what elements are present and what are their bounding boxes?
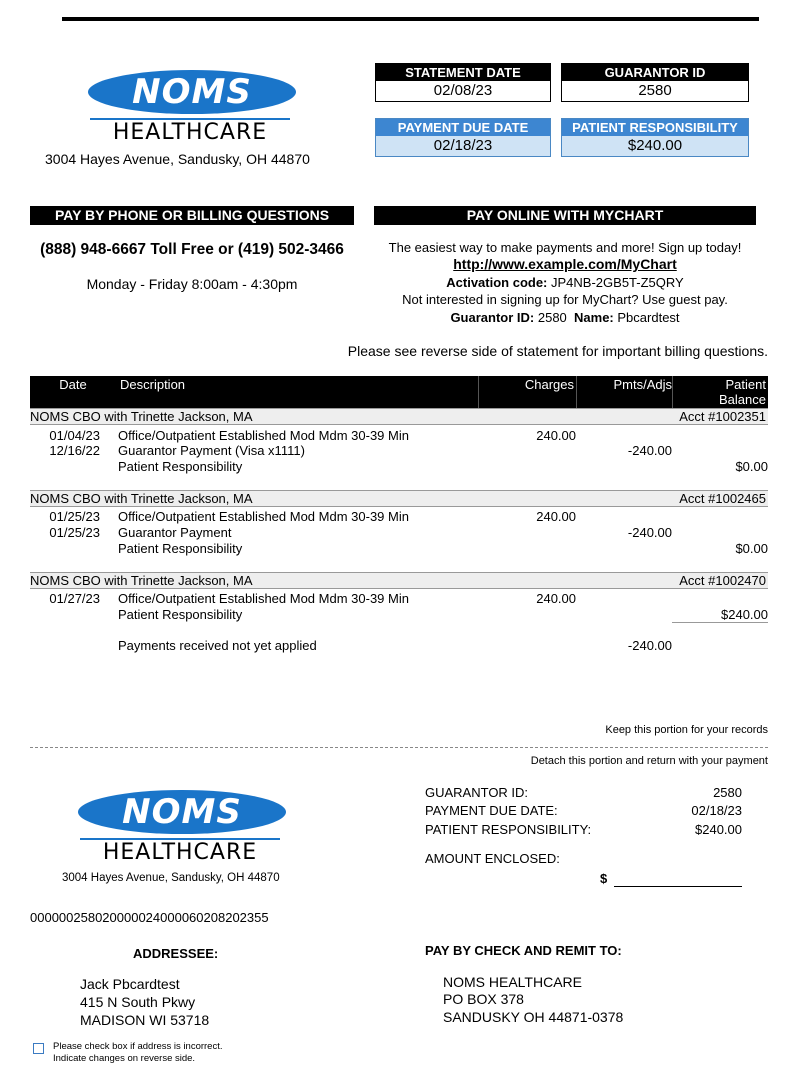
remit-resp-value: $240.00 [695, 822, 742, 837]
remit-guarantor-value: 2580 [713, 785, 742, 800]
col-description: Description [120, 377, 186, 392]
addressee-line: Jack Pbcardtest [80, 976, 180, 992]
checkbox-note: Please check box if address is incorrect. [53, 1041, 223, 1052]
statement-date-box [375, 63, 551, 102]
account-group-header [30, 408, 768, 425]
col-balance-1: Patient [725, 377, 766, 392]
row-description: Office/Outpatient Established Mod Mdm 30-39 Min [118, 428, 409, 443]
phone-section-header: PAY BY PHONE OR BILLING QUESTIONS [30, 206, 354, 225]
logo-oval-bottom [78, 790, 286, 834]
remit-to-line: PO BOX 378 [443, 991, 524, 1007]
col-divider [478, 376, 479, 408]
statement-date-label: STATEMENT DATE [376, 64, 550, 81]
guarantor-id-value: 2580 [638, 82, 672, 99]
row-description: Office/Outpatient Established Mod Mdm 30-39 Min [118, 591, 409, 606]
row-description: Office/Outpatient Established Mod Mdm 30-39 Min [118, 509, 409, 524]
col-divider [672, 376, 673, 408]
col-date: Date [59, 377, 87, 392]
keep-note: Keep this portion for your records [605, 724, 768, 736]
mychart-link[interactable]: http://www.example.com/MyChart [453, 256, 677, 272]
addressee-line: 415 N South Pkwy [80, 994, 196, 1010]
account-number: Acct #1002470 [679, 573, 766, 588]
activation-label: Activation code: [446, 275, 548, 290]
guarantor-line-value: 2580 [537, 310, 567, 325]
table-row [0, 509, 800, 525]
row-description: Guarantor Payment [118, 525, 232, 540]
remit-to-label: PAY BY CHECK AND REMIT TO: [425, 943, 622, 958]
guarantor-id-box [561, 63, 749, 102]
remit-to-line: SANDUSKY OH 44871-0378 [443, 1009, 624, 1025]
logo-subtitle: HEALTHCARE [112, 120, 268, 145]
checkbox-note: Indicate changes on reverse side. [53, 1053, 196, 1064]
provider-name: NOMS CBO with Trinette Jackson, MA [30, 491, 253, 506]
row-description: Patient Responsibility [118, 607, 243, 622]
detach-line [30, 747, 768, 748]
remit-company-address: 3004 Hayes Avenue, Sandusky, OH 44870 [62, 872, 280, 884]
company-address: 3004 Hayes Avenue, Sandusky, OH 44870 [45, 151, 310, 167]
row-date: 01/25/23 [49, 509, 100, 524]
row-pmts: -240.00 [627, 525, 672, 540]
scanline: 000000258020000024000060208202355 [30, 910, 269, 925]
table-row [0, 541, 800, 557]
table-row [0, 443, 800, 459]
col-balance-2: Balance [719, 392, 766, 407]
guest-pay-note: Not interested in signing up for MyChart? Use guest pay. [402, 292, 728, 307]
provider-name: NOMS CBO with Trinette Jackson, MA [30, 409, 253, 424]
table-header [30, 376, 768, 408]
table-row [0, 459, 800, 475]
provider-name: NOMS CBO with Trinette Jackson, MA [30, 573, 253, 588]
row-charges: 240.00 [536, 591, 576, 606]
patient-responsibility-box [561, 118, 749, 157]
col-charges: Charges [524, 377, 574, 392]
row-description: Guarantor Payment (Visa x1111) [118, 443, 305, 458]
patient-responsibility-label: PATIENT RESPONSIBILITY [562, 119, 748, 136]
remit-due-value: 02/18/23 [691, 803, 742, 818]
row-charges: 240.00 [536, 428, 576, 443]
row-balance: $240.00 [721, 607, 768, 622]
reverse-note: Please see reverse side of statement for important billing questions. [347, 343, 768, 359]
logo-name: NOMS [132, 72, 252, 112]
activation-line [370, 275, 760, 290]
phone-numbers: (888) 948-6667 Toll Free or (419) 502-3466 [40, 241, 344, 258]
row-pmts: -240.00 [627, 443, 672, 458]
patient-responsibility-value: $240.00 [562, 136, 748, 156]
account-number: Acct #1002465 [679, 491, 766, 506]
mychart-promo: The easiest way to make payments and more! Sign up today! [388, 240, 742, 255]
col-pmts: Pmts/Adjs [613, 377, 672, 392]
table-row [0, 525, 800, 541]
payment-due-date-value: 02/18/23 [376, 136, 550, 156]
table-row [0, 428, 800, 444]
remit-to-line: NOMS HEALTHCARE [443, 974, 582, 990]
detach-note: Detach this portion and return with your payment [530, 755, 768, 767]
remit-due-label: PAYMENT DUE DATE: [425, 803, 558, 818]
logo-subtitle-bottom: HEALTHCARE [102, 840, 258, 865]
name-value: Pbcardtest [617, 310, 680, 325]
payment-due-date-label: PAYMENT DUE DATE [376, 119, 550, 136]
office-hours: Monday - Friday 8:00am - 4:30pm [86, 276, 298, 292]
logo-oval [88, 70, 296, 114]
address-incorrect-checkbox[interactable] [33, 1043, 44, 1054]
name-label: Name: [574, 310, 614, 325]
amount-enclosed-label: AMOUNT ENCLOSED: [425, 851, 560, 866]
row-date: 12/16/22 [49, 443, 100, 458]
addressee-line: MADISON WI 53718 [80, 1012, 210, 1028]
guarantor-line-label: Guarantor ID: [450, 310, 535, 325]
remit-guarantor-label: GUARANTOR ID: [425, 785, 529, 800]
row-date: 01/25/23 [49, 525, 100, 540]
account-group-header [30, 572, 768, 589]
row-date: 01/04/23 [49, 428, 100, 443]
col-divider [576, 376, 577, 408]
row-balance: $0.00 [735, 459, 768, 474]
table-row [0, 607, 800, 623]
addressee-label: ADDRESSEE: [133, 946, 219, 961]
unapplied-row [0, 638, 800, 654]
row-charges: 240.00 [536, 509, 576, 524]
account-group-header [30, 490, 768, 507]
unapplied-description: Payments received not yet applied [118, 638, 317, 653]
row-description: Patient Responsibility [118, 459, 243, 474]
balance-underline [672, 622, 768, 623]
guarantor-id-label: GUARANTOR ID [562, 64, 748, 81]
remit-resp-label: PATIENT RESPONSIBILITY: [425, 822, 592, 837]
online-section-header: PAY ONLINE WITH MYCHART [374, 206, 756, 225]
account-number: Acct #1002351 [679, 409, 766, 424]
guarantor-line [370, 310, 760, 325]
row-balance: $0.00 [735, 541, 768, 556]
table-row [0, 591, 800, 607]
row-description: Patient Responsibility [118, 541, 243, 556]
top-rule [62, 17, 759, 21]
logo-name-bottom: NOMS [122, 792, 242, 832]
payment-due-date-box [375, 118, 551, 157]
activation-code: JP4NB-2GB5T-Z5QRY [551, 275, 684, 290]
statement-date-value: 02/08/23 [433, 82, 493, 99]
unapplied-pmts: -240.00 [627, 638, 672, 653]
row-date: 01/27/23 [49, 591, 100, 606]
amount-dollar-sign: $ [600, 871, 608, 886]
amount-enclosed-field[interactable] [614, 885, 742, 887]
